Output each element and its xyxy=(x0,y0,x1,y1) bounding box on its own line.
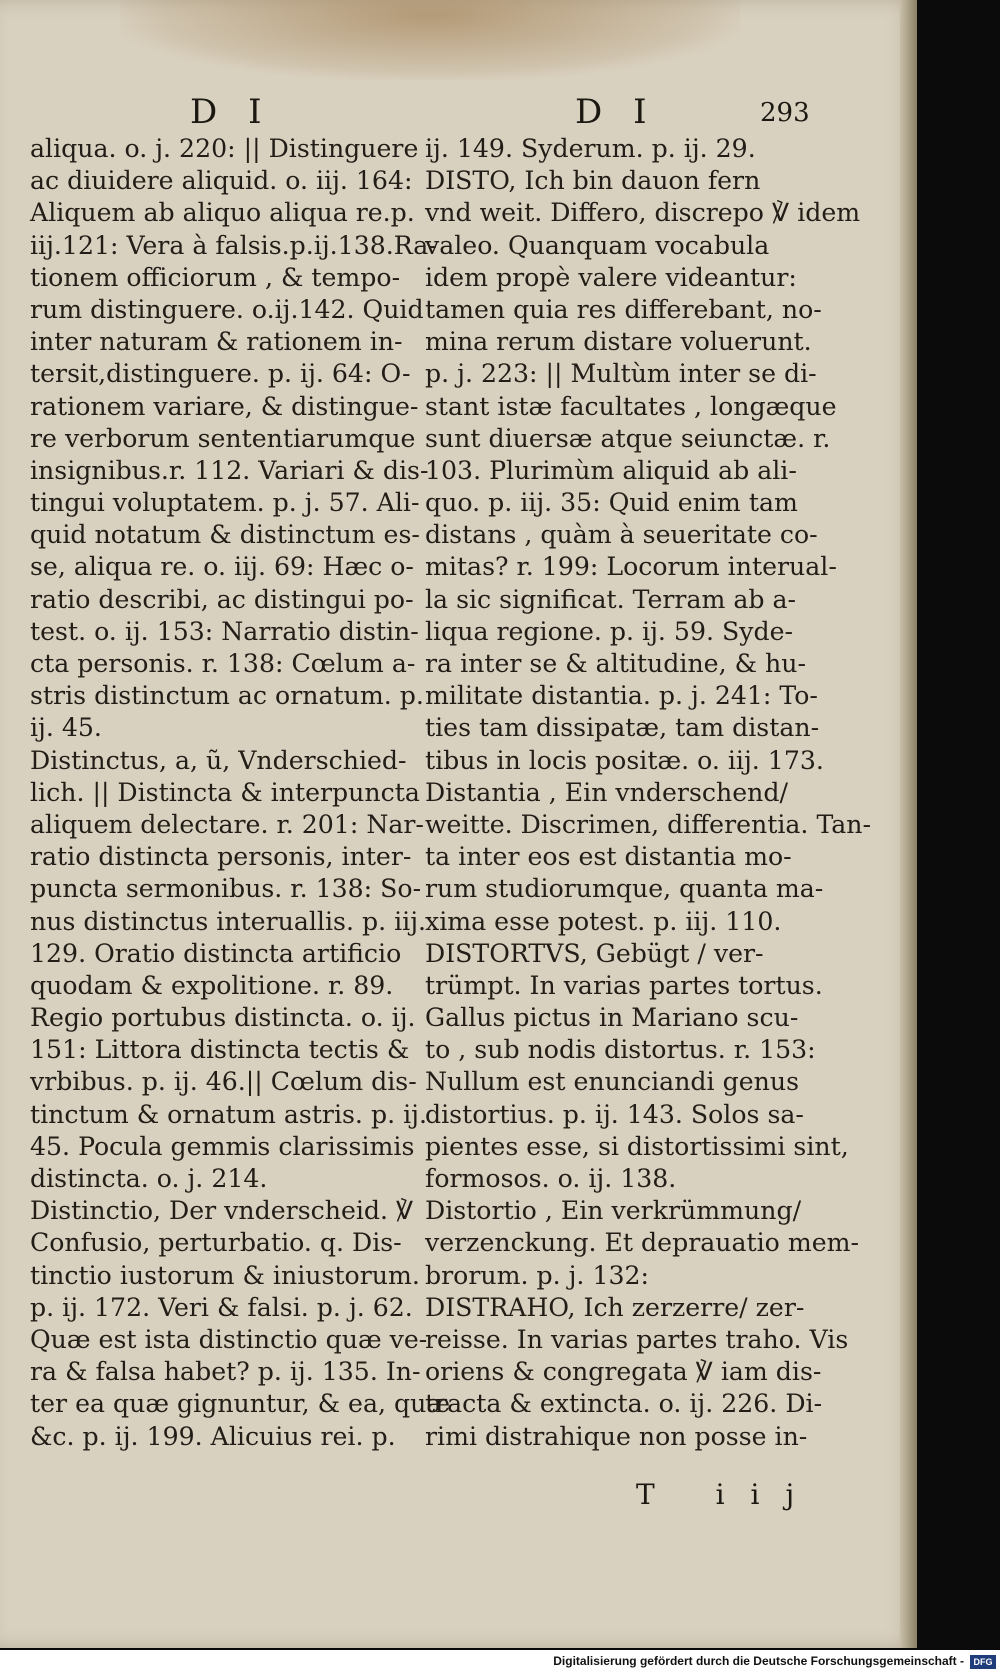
right-column-line: quo. p. iij. 35: Quid enim tam xyxy=(425,488,798,518)
left-column-line: inter naturam & rationem in- xyxy=(30,327,403,357)
right-column-line: tracta & extincta. o. ij. 226. Di- xyxy=(425,1389,823,1419)
right-column-line: mitas? r. 199: Locorum interual- xyxy=(425,552,837,582)
right-column-line: Nullum est enunciandi genus xyxy=(425,1067,799,1097)
left-column-line: stris distinctum ac ornatum. p. xyxy=(30,681,424,711)
left-column-line: se, aliqua re. o. iij. 69: Hæc o- xyxy=(30,552,414,582)
running-header-left: D I xyxy=(190,92,272,132)
right-column-line: p. j. 223: || Multùm inter se di- xyxy=(425,359,817,389)
right-column-line: la sic significat. Terram ab a- xyxy=(425,584,797,614)
right-column-line: verzenckung. Et deprauatio mem- xyxy=(425,1228,860,1258)
right-column-line: DISTRAHO, Ich zerzerre/ zer- xyxy=(425,1292,805,1322)
left-column-line: quid notatum & distinctum es- xyxy=(30,520,420,550)
left-column-line: p. ij. 172. Veri & falsi. p. j. 62. xyxy=(30,1292,413,1322)
page-edge xyxy=(900,0,917,1648)
page-number: 293 xyxy=(760,98,810,128)
left-column-line: distincta. o. j. 214. xyxy=(30,1164,268,1193)
right-column-line: ra inter se & altitudine, & hu- xyxy=(425,649,806,678)
left-column-line: ij. 45. xyxy=(30,713,102,743)
left-column-line: rum distinguere. o.ij.142. Quid xyxy=(30,294,424,324)
right-column-line: stant istæ facultates , longæque xyxy=(425,391,837,421)
right-column-line: mina rerum distare voluerunt. xyxy=(425,327,812,357)
left-column-line: test. o. ij. 153: Narratio distin- xyxy=(30,616,419,646)
right-column-line: Distortio , Ein verkrümmung/ xyxy=(425,1196,802,1226)
right-column-line: ties tam dissipatæ, tam distan- xyxy=(425,713,820,743)
running-header-right: D I xyxy=(575,92,657,132)
left-column-line: tingui voluptatem. p. j. 57. Ali- xyxy=(30,488,420,518)
left-column-line: cta personis. r. 138: Cœlum a- xyxy=(30,649,416,678)
left-column-line: 45. Pocula gemmis clarissimis xyxy=(30,1131,415,1161)
left-column-line: Quæ est ista distinctio quæ ve- xyxy=(30,1324,428,1354)
left-column-line: tinctio iustorum & iniustorum. xyxy=(30,1260,420,1290)
left-column-line: tionem officiorum , & tempo- xyxy=(30,262,401,292)
right-column-line: to , sub nodis distortus. r. 153: xyxy=(425,1035,816,1065)
left-column-line: Distinctus, a, ũ, Vnderschied- xyxy=(30,745,407,775)
left-column-line: 151: Littora distincta tectis & xyxy=(30,1035,410,1065)
right-column-line: ij. 149. Syderum. p. ij. 29. xyxy=(425,134,756,163)
right-text-column xyxy=(425,133,872,1453)
right-column-line: Distantia , Ein vnderschend/ xyxy=(425,777,788,807)
left-column-line: Regio portubus distincta. o. ij. xyxy=(30,1003,416,1033)
left-column-line: aliquem delectare. r. 201: Nar- xyxy=(30,809,424,839)
right-column-line: DISTORTVS, Gebügt / ver- xyxy=(425,938,764,968)
left-text-column xyxy=(30,133,451,1453)
signature-mark: T iij xyxy=(636,1478,821,1511)
left-column-line: lich. || Distincta & interpuncta xyxy=(30,777,420,807)
left-column-line: Confusio, perturbatio. q. Dis- xyxy=(30,1228,402,1258)
left-column-line: aliqua. o. j. 220: || Distinguere xyxy=(30,134,419,163)
left-column-line: ter ea quæ gignuntur, & ea, quæ xyxy=(30,1389,451,1419)
right-column-line: idem propè valere videantur: xyxy=(425,262,797,292)
left-column-line: ra & falsa habet? p. ij. 135. In- xyxy=(30,1357,421,1387)
right-column-line: sunt diuersæ atque seiunctæ. r. xyxy=(425,423,831,453)
footer-credit: Digitalisierung gefördert durch die Deutsche Forschungsgemeinschaft - xyxy=(553,1654,964,1668)
left-column-line: rationem variare, & distingue- xyxy=(30,391,419,421)
right-column-line: valeo. Quanquam vocabula xyxy=(425,230,770,260)
left-column-line: puncta sermonibus. r. 138: So- xyxy=(30,874,422,904)
right-column-line: pientes esse, si distortissimi sint, xyxy=(425,1131,849,1161)
right-column-line: tibus in locis positæ. o. iij. 173. xyxy=(425,745,824,775)
right-column-line: weitte. Discrimen, differentia. Tan- xyxy=(425,809,872,839)
right-column-line: reisse. In varias partes traho. Vis xyxy=(425,1324,849,1354)
right-column-line: formosos. o. ij. 138. xyxy=(425,1164,677,1193)
right-column-line: ta inter eos est distantia mo- xyxy=(425,842,792,872)
right-column-line: rum studiorumque, quanta ma- xyxy=(425,874,824,904)
left-column-line: re verborum sententiarumque xyxy=(30,423,416,453)
digitization-footer xyxy=(0,1650,1000,1676)
right-column-line: rimi distrahique non posse in- xyxy=(425,1421,808,1451)
water-stain xyxy=(120,0,740,80)
left-column-line: &c. p. ij. 199. Alicuius rei. p. xyxy=(30,1421,396,1451)
left-column-line: nus distinctus interuallis. p. iij. xyxy=(30,906,427,936)
right-column-line: oriens & congregata ℣ iam dis- xyxy=(425,1357,822,1387)
left-column-line: 129. Oratio distincta artificio xyxy=(30,938,402,968)
right-column-line: DISTO, Ich bin dauon fern xyxy=(425,166,761,196)
right-column-line: 103. Plurimùm aliquid ab ali- xyxy=(425,455,797,485)
right-column-line: trümpt. In varias partes tortus. xyxy=(425,970,823,1000)
left-column-line: ratio distincta personis, inter- xyxy=(30,842,412,872)
left-column-line: tinctum & ornatum astris. p. ij. xyxy=(30,1099,427,1129)
right-column-line: militate distantia. p. j. 241: To- xyxy=(425,681,818,711)
right-column-line: tamen quia res differebant, no- xyxy=(425,294,822,324)
right-column-line: xima esse potest. p. iij. 110. xyxy=(425,906,782,936)
left-column-line: insignibus.r. 112. Variari & dis- xyxy=(30,455,429,485)
left-column-line: quodam & expolitione. r. 89. xyxy=(30,970,394,1000)
right-column-line: liqua regione. p. ij. 59. Syde- xyxy=(425,616,794,646)
left-column-line: vrbibus. p. ij. 46.|| Cœlum dis- xyxy=(30,1067,417,1097)
left-column-line: ratio describi, ac distingui po- xyxy=(30,584,414,614)
left-column-line: Distinctio, Der vnderscheid. ℣ xyxy=(30,1196,414,1226)
right-column-line: vnd weit. Differo, discrepo ℣ idem xyxy=(425,198,861,228)
left-column-line: Aliquem ab aliquo aliqua re.p. xyxy=(30,198,415,228)
dfg-logo: DFG xyxy=(970,1655,996,1669)
right-column-line: distortius. p. ij. 143. Solos sa- xyxy=(425,1099,804,1129)
right-column-line: brorum. p. j. 132: xyxy=(425,1260,650,1290)
left-column-line: iij.121: Vera à falsis.p.ij.138.Ra- xyxy=(30,230,437,260)
right-column-line: distans , quàm à seueritate co- xyxy=(425,520,818,550)
left-column-line: ac diuidere aliquid. o. iij. 164: xyxy=(30,166,413,196)
right-column-line: Gallus pictus in Mariano scu- xyxy=(425,1003,799,1033)
left-column-line: tersit,distinguere. p. ij. 64: O- xyxy=(30,359,411,389)
